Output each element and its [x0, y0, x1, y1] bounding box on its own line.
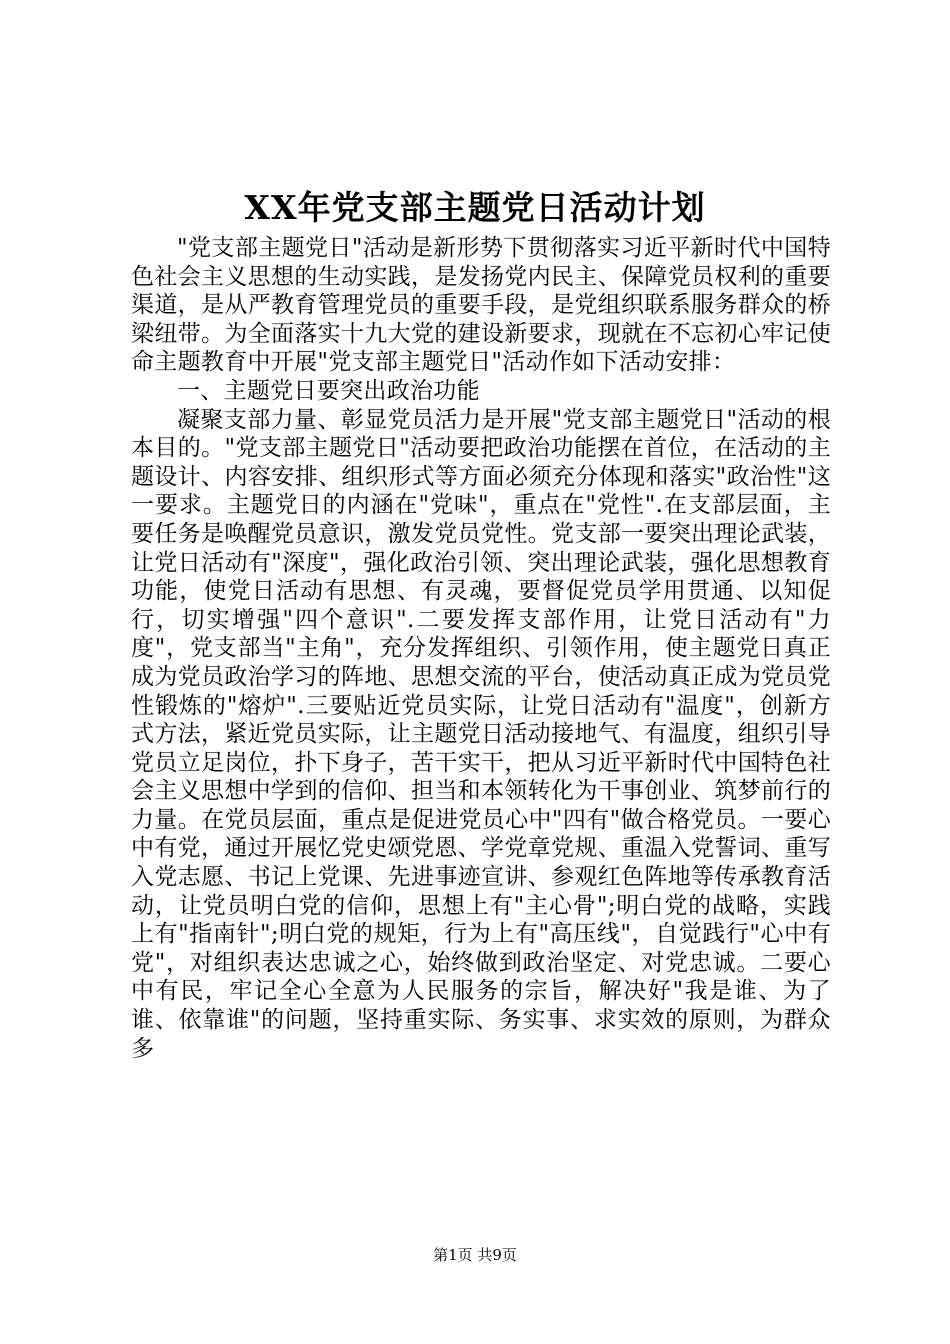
intro-paragraph: "党支部主题党日"活动是新形势下贯彻落实习近平新时代中国特色社会主义思想的生动实践，是发扬党内民主、保障党员权利的重要渠道，是从严教育管理党员的重要手段，是党组织联系服务群众的桥梁纽带。为全面落实十九大党的建设新要求，现就在不忘初心牢记使命主题教育中开展"党支部主题党日"活动作如下活动安排：	[131, 235, 831, 376]
section-heading: 一、主题党日要突出政治功能	[177, 377, 480, 404]
document-body	[131, 234, 831, 1063]
body-paragraph: 凝聚支部力量、彰显党员活力是开展"党支部主题党日"活动的根本目的。"党支部主题党日"活动要把政治功能摆在首位，在活动的主题设计、内容安排、组织形式等方面必须充分体现和落实"政治性"这一要求。主题党日的内涵在"党味"，重点在"党性".在支部层面，主要任务是唤醒党员意识，激发党员党性。党支部一要突出理论武装，让党日活动有"深度"，强化政治引领、突出理论武装，强化思想教育功能，使党日活动有思想、有灵魂，要督促党员学用贯通、以知促行，切实增强"四个意识".二要发挥支部作用，让党日活动有"力度"，党支部当"主角"，充分发挥组织、引领作用，使主题党日真正成为党员政治学习的阵地、思想交流的平台，使活动真正成为党员党性锻炼的"熔炉".三要贴近党员实际，让党日活动有"温度"，创新方式方法，紧近党员实际，让主题党日活动接地气、有温度，组织引导党员立足岗位，扑下身子，苦干实干，把从习近平新时代中国特色社会主义思想中学到的信仰、担当和本领转化为干事创业、筑梦前行的力量。在党员层面，重点是促进党员心中"四有"做合格党员。一要心中有党，通过开展忆党史颂党恩、学党章党规、重温入党誓词、重写入党志愿、书记上党课、先进事迹宣讲、参观红色阵地等传承教育活动，让党员明白党的信仰，思想上有"主心骨";明白党的战略，实践上有"指南针";明白党的规矩，行为上有"高压线"，自觉践行"心中有党"，对组织表达忠诚之心，始终做到政治坚定、对党忠诚。二要心中有民，牢记全心全意为人民服务的宗旨，解决好"我是谁、为了谁、依靠谁"的问题，坚持重实际、务实事、求实效的原则，为群众多	[131, 406, 831, 1062]
page-number-footer: 第1页 共9页	[433, 1246, 517, 1264]
document-title: XX年党支部主题党日活动计划	[244, 188, 706, 227]
